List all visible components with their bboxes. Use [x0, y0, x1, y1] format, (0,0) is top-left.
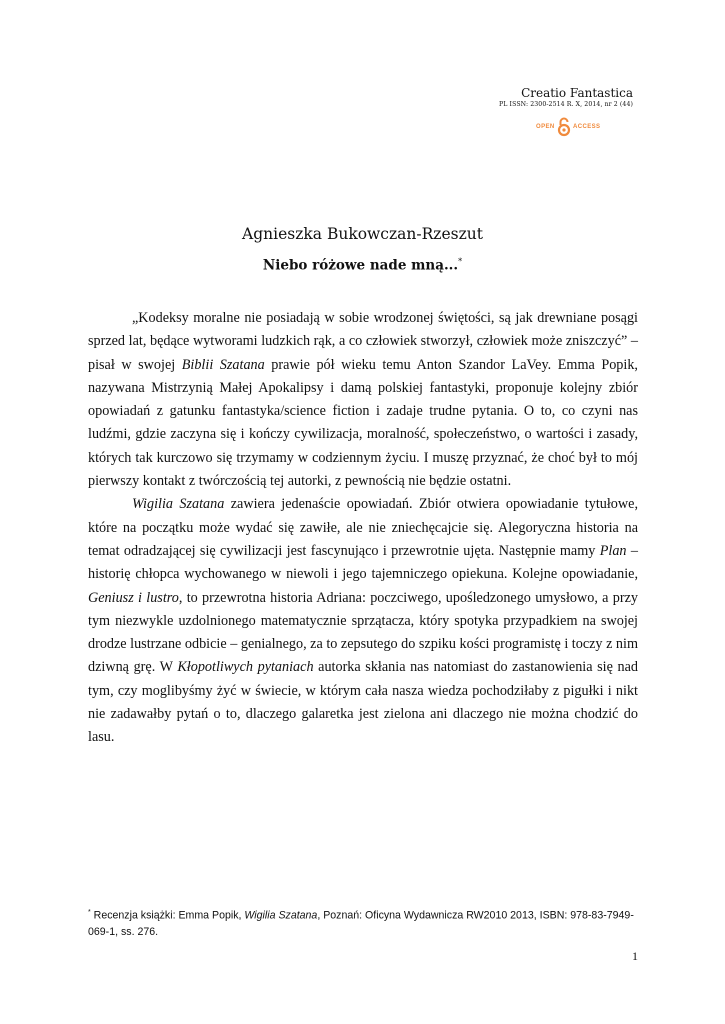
article-title — [0, 257, 725, 274]
journal-header — [499, 86, 633, 109]
p2-italic-plan: Plan — [599, 542, 627, 559]
p1-text-c: prawie pół wieku temu Anton Szandor LaVey. Emma Popik, nazywana Mistrzynią Małej Apokalipsy i damą polskiej fantastyki, proponuje kolejny zbiór opowiadań z gatunku fantastyka/science fiction i zadaje trudne pytania. O to, co czyni nas ludźmi, gdzie zaczyna się i kończy cywilizacja, moralność, społeczeństwo, o wartości i zasady, których tak kurczowo się trzymamy w codziennym życiu. I muszę przyznać, że choć był to mój pierwszy kontakt z twórczością tej autorki, z pewnością nie będzie ostatni. — [88, 356, 638, 490]
paragraph-2 — [88, 493, 638, 749]
p1-text-a: „Kodeksy moralne nie posiadają w sobie wrodzonej świętości, są jak drewniane posągi sprzed lat, będące wytworami ludzkich rąk, a co człowiek stworzył, człowiek może zniszczyć” – pisał w swojej — [88, 310, 638, 373]
p1-italic-biblii-szatana: Biblii Szatana — [181, 356, 265, 373]
page-number: 1 — [632, 949, 638, 963]
p2-text-f: , to przewrotna historia Adriana: poczciwego, upośledzonego umysłowo, a przy tym niezwykle uzdolnionego matematycznie sprzątacza, który spotyka przypadkiem na swojej drodze lustrzane odbicie – genialnego, za to zepsutego do szpiku kości programistę i toczy z nim dziwną grę. W — [88, 589, 638, 676]
footnote-text-c: , Poznań: Oficyna Wydawnicza RW2010 2013, ISBN: 978-83-7949-069-1, ss. 276. — [88, 909, 634, 938]
p2-italic-geniusz-i-lustro: Geniusz i lustro — [88, 589, 179, 606]
footnote-mark: * — [88, 909, 91, 916]
article-title-text: Niebo różowe nade mną... — [262, 257, 459, 274]
p2-text-b: zawiera jedenaście opowiadań. Zbiór otwiera opowiadanie tytułowe, które na początku może wydać się zawiłe, ale nie zniechęcajcie się. Alegoryczna historia na temat odradzającej się cywilizacji jest fascynująco i przewrotnie ujęta. Następnie mamy — [88, 496, 638, 559]
footnote — [88, 905, 638, 940]
footnote-italic-title: Wigilia Szatana — [244, 909, 318, 922]
paragraph-1 — [88, 307, 638, 493]
p2-italic-wigilia-szatana: Wigilia Szatana — [132, 496, 225, 513]
p2-text-h: autorka skłania nas natomiast do zastanowienia się nad tym, czy moglibyśmy żyć w świecie, w którym cała nasza wiedza pochodziłaby z pigułki i nikt nie zadawałby pytań o to, dlaczego galaretka jest zielona ani dlaczego nie można chodzić do lasu. — [88, 659, 638, 746]
article-author: Agnieszka Bukowczan-Rzeszut — [242, 225, 483, 243]
open-access-badge — [536, 117, 604, 137]
journal-issn: PL ISSN: 2300-2514 R. X, 2014, nr 2 (44) — [499, 101, 633, 108]
footnote-reference-mark: * — [458, 257, 463, 266]
open-access-word-access: ACCESS — [573, 124, 601, 130]
footnote-text-a: Recenzja książki: Emma Popik, — [90, 909, 245, 922]
journal-name: Creatio Fantastica — [521, 86, 633, 100]
article-body — [88, 307, 638, 750]
open-access-lock-icon — [557, 117, 571, 137]
p2-text-d: – historię chłopca wychowanego w niewoli i jego tajemniczego opiekuna. Kolejne opowiadanie, — [88, 542, 638, 583]
open-access-word-open: OPEN — [536, 124, 555, 130]
p2-italic-klopotliwe-pytania: Kłopotliwych pytaniach — [177, 659, 314, 676]
